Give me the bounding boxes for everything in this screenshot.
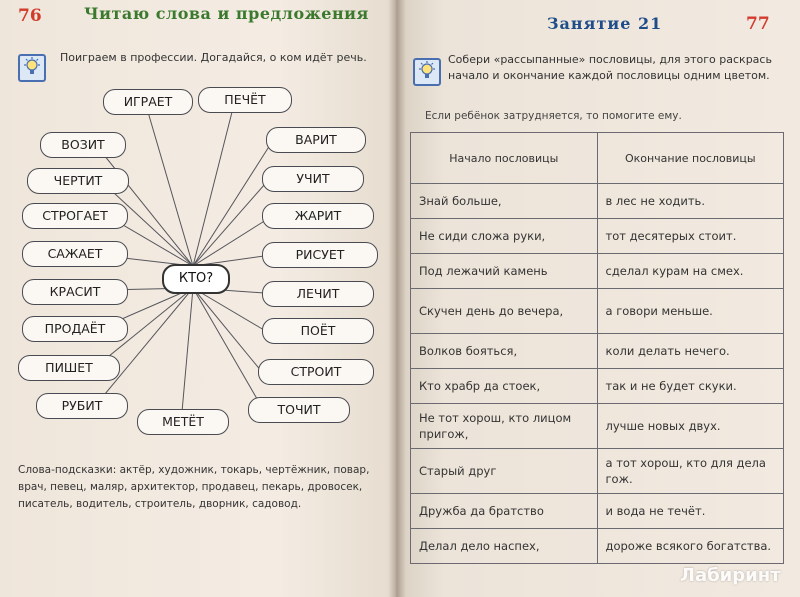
table-row [411, 254, 784, 289]
proverb-start: Не сиди сложа руки, [411, 219, 598, 254]
watermark-logo: Лабиринт [680, 565, 781, 586]
proverb-end: и вода не течёт. [597, 494, 784, 529]
word-box: САЖАЕТ [22, 241, 128, 267]
table-header-row [411, 133, 784, 184]
proverb-start: Дружба да братство [411, 494, 598, 529]
table-row [411, 529, 784, 564]
column-header: Окончание пословицы [597, 133, 784, 184]
proverb-end: дороже всякого богатства. [597, 529, 784, 564]
word-box: ЧЕРТИТ [27, 168, 129, 194]
proverb-end: тот десятерых стоит. [597, 219, 784, 254]
proverb-start: Волков бояться, [411, 334, 598, 369]
table-row [411, 449, 784, 494]
proverb-end: коли делать нечего. [597, 334, 784, 369]
running-title-right: Занятие 21 [547, 14, 663, 33]
word-box: ПИШЕТ [18, 355, 120, 381]
word-box: ЛЕЧИТ [262, 281, 374, 307]
proverb-start: Не тот хорош, кто лицом пригож, [411, 404, 598, 449]
table-row [411, 334, 784, 369]
word-box: ПЕЧЁТ [198, 87, 292, 113]
word-box: МЕТЁТ [137, 409, 229, 435]
task-text-left: Поиграем в профессии. Догадайся, о ком идёт речь. [60, 51, 367, 64]
connector-lines [0, 0, 400, 460]
task-text-right: Собери «рассыпанные» пословицы, для этого раскрась начало и окончание каждой пословицы одним цветом. [448, 53, 772, 82]
proverb-start: Кто храбр да стоек, [411, 369, 598, 404]
word-box: ВАРИТ [266, 127, 366, 153]
proverb-end: а тот хорош, кто для дела гож. [597, 449, 784, 494]
table-row [411, 219, 784, 254]
center-question: КТО? [162, 264, 230, 294]
proverb-end: а говори меньше. [597, 289, 784, 334]
word-box: РУБИТ [36, 393, 128, 419]
word-box: КРАСИТ [22, 279, 128, 305]
proverb-start: Знай больше, [411, 184, 598, 219]
proverb-end: так и не будет скуки. [597, 369, 784, 404]
table-row [411, 369, 784, 404]
word-box: ВОЗИТ [40, 132, 126, 158]
proverb-start: Под лежачий камень [411, 254, 598, 289]
page-number-right: 77 [746, 14, 770, 34]
proverb-start: Делал дело наспех, [411, 529, 598, 564]
word-box: СТРОИТ [258, 359, 374, 385]
word-box: ИГРАЕТ [103, 89, 193, 115]
lightbulb-icon [413, 58, 441, 86]
running-title-left: Читаю слова и предложения [84, 4, 369, 23]
word-box: ПОЁТ [262, 318, 374, 344]
hint-words: Слова-подсказки: актёр, художник, токарь, чертёжник, повар, врач, певец, маляр, архитектор, продавец, пекарь, дровосек, писатель, водитель, строитель, дворник, садовод. [18, 464, 370, 510]
page-number-left: 76 [18, 6, 42, 26]
parent-note: Если ребёнок затрудняется, то помогите ему. [425, 110, 682, 122]
word-box: ЖАРИТ [262, 203, 374, 229]
word-box: РИСУЕТ [262, 242, 378, 268]
word-box: ПРОДАЁТ [22, 316, 128, 342]
word-box: ТОЧИТ [248, 397, 350, 423]
proverb-end: лучше новых двух. [597, 404, 784, 449]
proverb-start: Старый друг [411, 449, 598, 494]
proverb-start: Скучен день до вечера, [411, 289, 598, 334]
table-row [411, 494, 784, 529]
table-row [411, 289, 784, 334]
proverbs-table [410, 132, 784, 564]
column-header: Начало пословицы [411, 133, 598, 184]
proverb-end: в лес не ходить. [597, 184, 784, 219]
word-box: УЧИТ [262, 166, 364, 192]
table-row [411, 184, 784, 219]
table-row [411, 404, 784, 449]
proverb-end: сделал курам на смех. [597, 254, 784, 289]
word-box: СТРОГАЕТ [22, 203, 128, 229]
